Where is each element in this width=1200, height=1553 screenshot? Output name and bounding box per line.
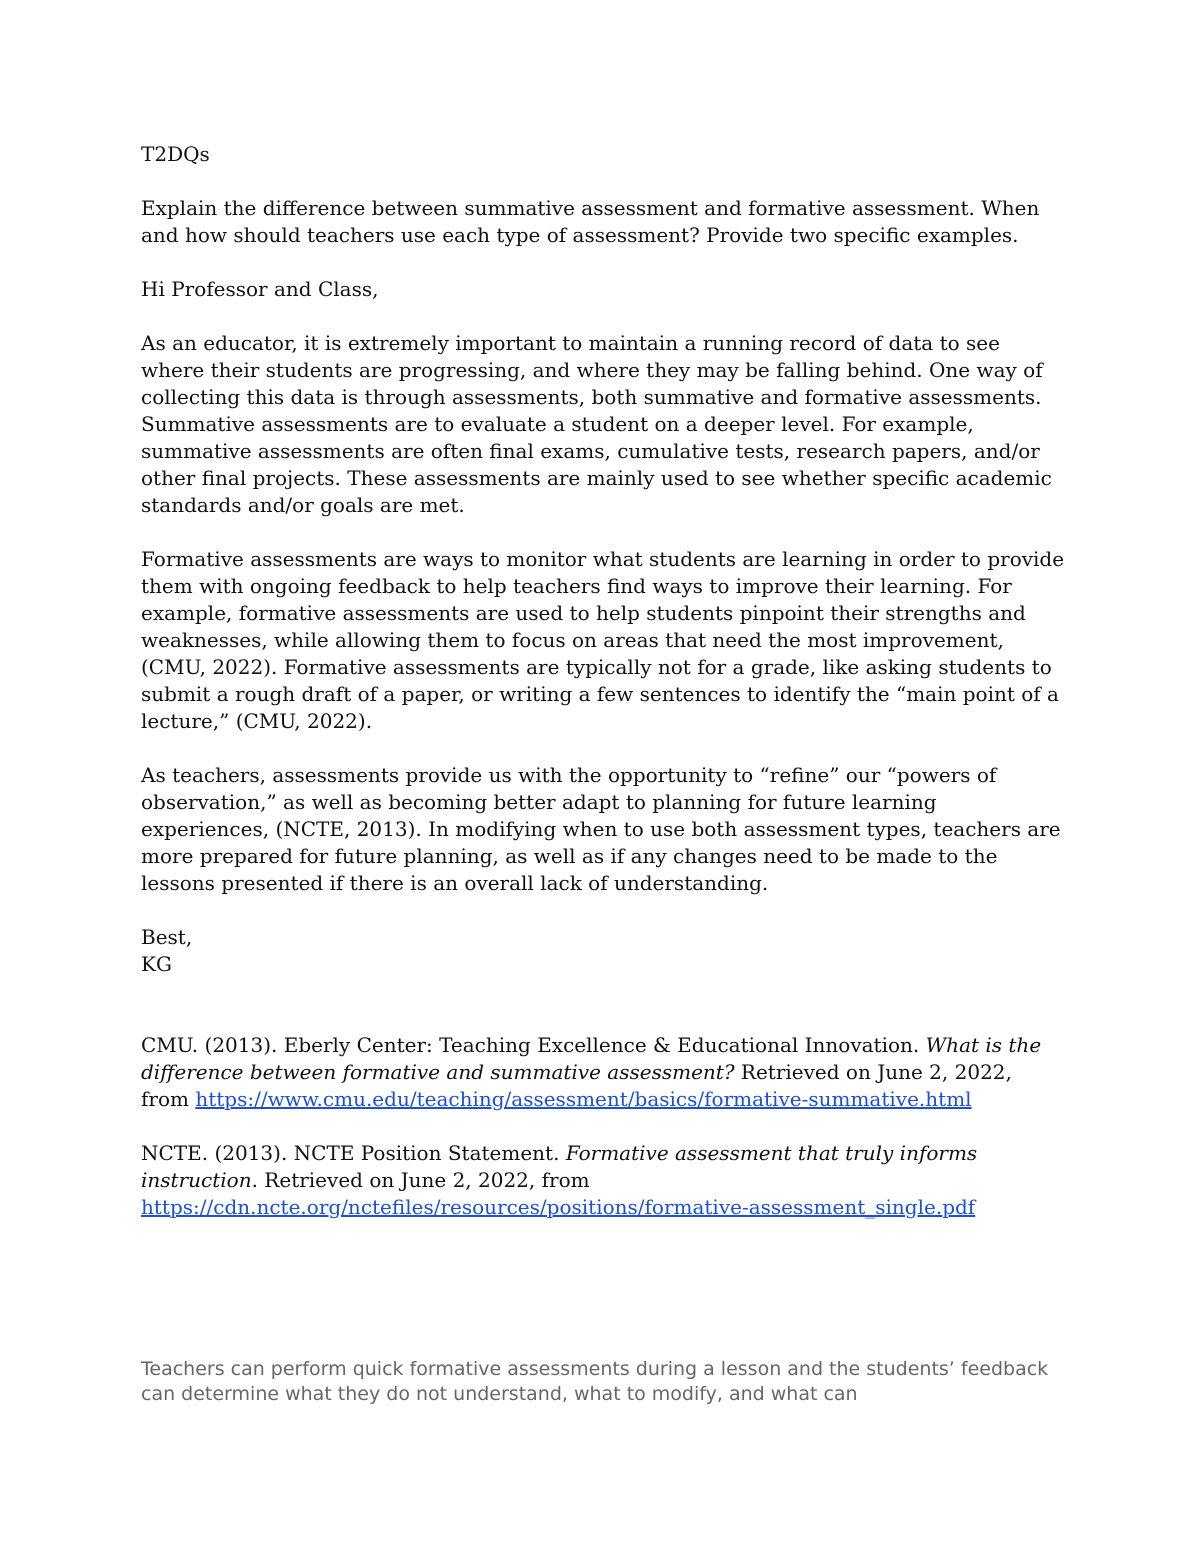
greeting: Hi Professor and Class, bbox=[141, 277, 379, 301]
signature: KG bbox=[141, 952, 172, 976]
reference-suffix: . Retrieved on June 2, 2022, from bbox=[251, 1168, 590, 1192]
discussion-question: Explain the difference between summative assessment and formative assessment. When and how should teachers use each type of assessment? Provide two specific examples. bbox=[141, 196, 1040, 247]
reference-entry bbox=[141, 1140, 1066, 1221]
reference-prefix: CMU. (2013). Eberly Center: Teaching Excellence & Educational Innovation. bbox=[141, 1033, 926, 1057]
document-body bbox=[141, 141, 1066, 1248]
reference-link[interactable]: https://www.cmu.edu/teaching/assessment/basics/formative-summative.html bbox=[195, 1087, 972, 1111]
reference-suffix: Retrieved on June 2, 2022, from bbox=[141, 1060, 1012, 1111]
footer-note: Teachers can perform quick formative assessments during a lesson and the students’ feedback can determine what they do not understand, what to modify, and what can bbox=[141, 1358, 1049, 1405]
body-paragraph: As teachers, assessments provide us with the opportunity to “refine” our “powers of observation,” as well as becoming better adapt to planning for future learning experiences, (NCTE, 2013). In modifying when to use both assessment types, teachers are more prepared for future planning, as well as if any changes need to be made to the lessons presented if there is an overall lack of understanding. bbox=[141, 763, 1061, 895]
signoff: Best, bbox=[141, 925, 193, 949]
body-paragraph: Formative assessments are ways to monitor what students are learning in order to provide them with ongoing feedback to help teachers find ways to improve their learning. For example, formative assessments are used to help students pinpoint their strengths and weaknesses, while allowing them to focus on areas that need the most improvement, (CMU, 2022). Formative assessments are typically not for a grade, like asking students to submit a rough draft of a paper, or writing a few sentences to identify the “main point of a lecture,” (CMU, 2022). bbox=[141, 547, 1065, 733]
document-heading: T2DQs bbox=[141, 142, 210, 166]
reference-link[interactable]: https://cdn.ncte.org/nctefiles/resources/positions/formative-assessment_single.pdf bbox=[141, 1195, 976, 1219]
body-paragraph: As an educator, it is extremely important to maintain a running record of data to see where their students are progressing, and where they may be falling behind. One way of collecting this data is through assessments, both summative and formative assessments. Summative assessments are to evaluate a student on a deeper level. For example, summative assessments are often final exams, cumulative tests, research papers, and/or other final projects. These assessments are mainly used to see whether specific academic standards and/or goals are met. bbox=[141, 331, 1052, 517]
reference-prefix: NCTE. (2013). NCTE Position Statement. bbox=[141, 1141, 566, 1165]
reference-entry bbox=[141, 1032, 1066, 1113]
reference-title: What is the difference between formative and summative assessment? bbox=[141, 1033, 1042, 1084]
reference-title: Formative assessment that truly informs instruction bbox=[141, 1141, 978, 1192]
